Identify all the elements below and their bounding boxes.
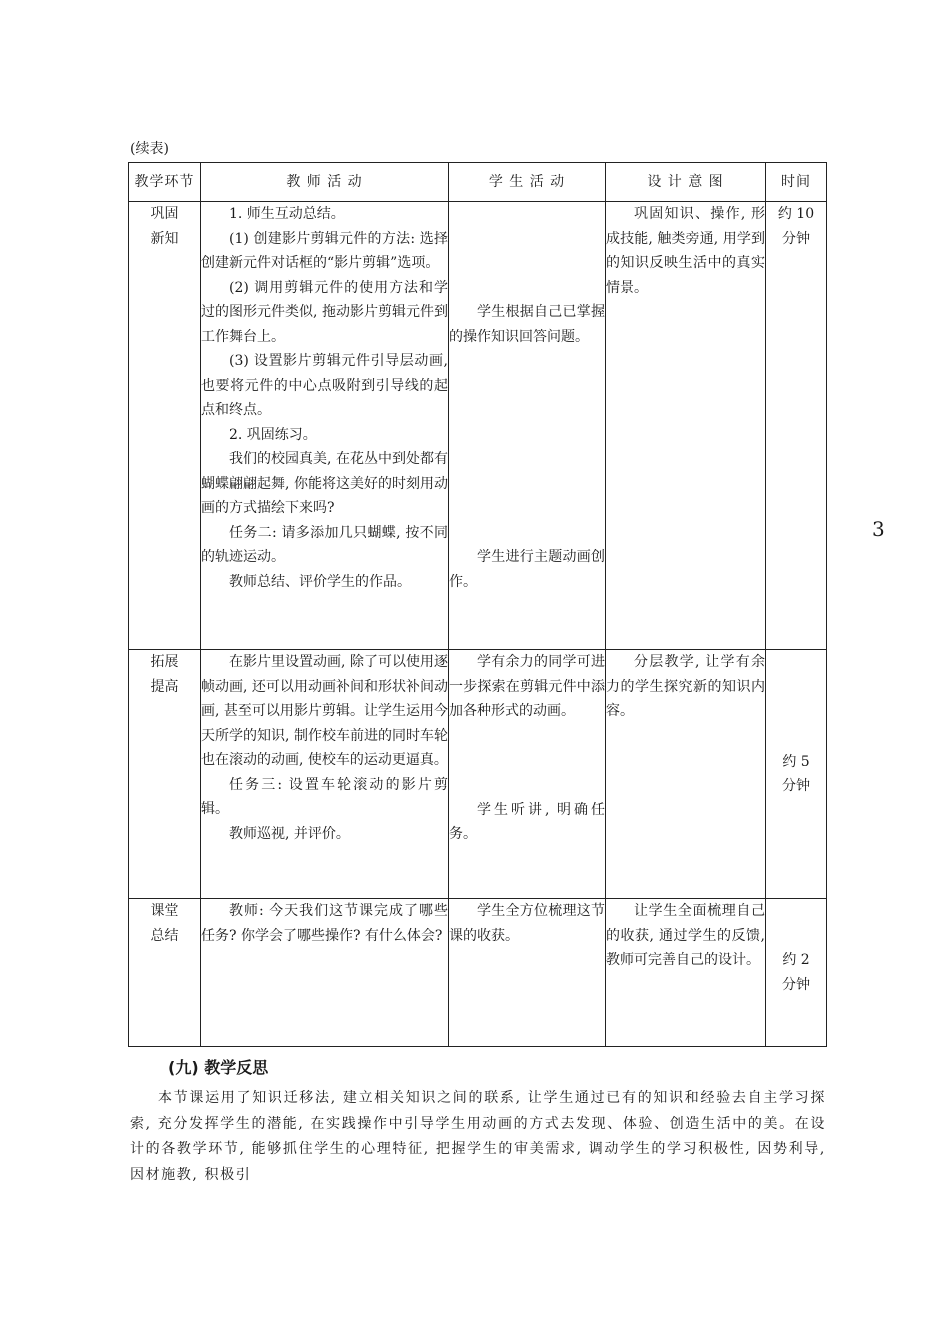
stage-cell xyxy=(129,899,201,1047)
header-stage: 教学环节 xyxy=(129,163,201,202)
table-row xyxy=(129,899,827,1047)
stage-line: 巩固 xyxy=(150,206,179,222)
design-paragraph: 分层教学, 让学有余力的学生探究新的知识内容。 xyxy=(606,654,765,719)
stage-line: 课堂 xyxy=(150,903,179,919)
teacher-activity-cell xyxy=(201,202,449,650)
stage-cell xyxy=(129,650,201,899)
table-header-row xyxy=(129,163,827,202)
time-line: 约 10 xyxy=(777,206,815,222)
page-number: 3 xyxy=(872,517,885,541)
time-line: 分钟 xyxy=(782,976,810,993)
time-cell xyxy=(766,650,827,899)
design-paragraph: 让学生全面梳理自己的收获, 通过学生的反馈, 教师可完善自己的设计。 xyxy=(606,903,765,968)
section-title: (九) 教学反思 xyxy=(168,1058,269,1077)
time-line: 分钟 xyxy=(782,778,810,794)
teacher-activity-cell xyxy=(201,650,449,899)
continued-label: (续表) xyxy=(130,141,169,157)
student-paragraph: 学生全方位梳理这节课的收获。 xyxy=(449,903,605,944)
time-line: 分钟 xyxy=(782,230,810,247)
time-cell xyxy=(766,202,827,650)
teacher-paragraph: 我们的校园真美, 在花丛中到处都有蝴蝶翩翩起舞, 你能将这美好的时刻用动画的方式描绘下来吗? xyxy=(201,451,448,516)
stage-cell xyxy=(129,202,201,650)
teacher-paragraph: 1. 师生互动总结。 xyxy=(229,206,345,222)
teacher-paragraph: 教师巡视, 并评价。 xyxy=(229,825,350,842)
student-paragraph: 学生听讲, 明确任务。 xyxy=(449,801,605,842)
teacher-paragraph: 在影片里设置动画, 除了可以使用逐帧动画, 还可以用动画补间和形状补间动画, 甚至可以用影片剪辑。让学生运用今天所学的知识, 制作校车前进的同时车轮也在滚动的动画, 使校车的运动更逼真。 xyxy=(201,654,448,768)
time-line: 约 2 xyxy=(782,952,810,968)
lesson-table xyxy=(128,162,827,1047)
stage-line: 新知 xyxy=(150,230,179,247)
teacher-paragraph: (2) 调用剪辑元件的使用方法和学过的图形元件类似, 拖动影片剪辑元件到工作舞台上。 xyxy=(201,279,448,345)
stage-line: 拓展 xyxy=(150,654,179,670)
teacher-paragraph: 教师: 今天我们这节课完成了哪些任务? 你学会了哪些操作? 有什么体会? xyxy=(201,903,448,944)
student-activity-cell xyxy=(449,899,606,1047)
header-student: 学 生 活 动 xyxy=(449,163,606,202)
student-paragraph: 学生进行主题动画创作。 xyxy=(449,549,605,590)
teacher-paragraph: 2. 巩固练习。 xyxy=(229,426,317,443)
student-paragraph: 学有余力的同学可进一步探索在剪辑元件中添加各种形式的动画。 xyxy=(449,654,605,719)
teacher-activity-cell xyxy=(201,899,449,1047)
design-intent-cell xyxy=(606,650,766,899)
reflection-paragraph: 本节课运用了知识迁移法, 建立相关知识之间的联系, 让学生通过已有的知识和经验去自主学习探索, 充分发挥学生的潜能, 在实践操作中引导学生用动画的方式去发现、体验、创造生活中的美。在设计的各教学环节, 能够抓住学生的心理特征, 把握学生的审美需求, 调动学生的学习积极性, 因势利导, 因材施教, 积极引 xyxy=(130,1090,826,1183)
student-activity-cell xyxy=(449,202,606,650)
teacher-paragraph: 教师总结、评价学生的作品。 xyxy=(229,573,411,590)
student-paragraph: 学生根据自己已掌握的操作知识回答问题。 xyxy=(449,304,605,345)
design-intent-cell xyxy=(606,899,766,1047)
time-line: 约 5 xyxy=(782,753,810,770)
teacher-paragraph: 任务三: 设置车轮滚动的影片剪辑。 xyxy=(201,776,448,817)
header-design: 设 计 意 图 xyxy=(606,163,766,202)
stage-line: 提高 xyxy=(150,678,179,695)
teacher-paragraph: (1) 创建影片剪辑元件的方法: 选择创建新元件对话框的“影片剪辑”选项。 xyxy=(201,230,448,271)
student-activity-cell xyxy=(449,650,606,899)
header-time: 时间 xyxy=(766,163,827,202)
design-intent-cell xyxy=(606,202,766,650)
header-teacher: 教 师 活 动 xyxy=(201,163,449,202)
stage-line: 总结 xyxy=(150,927,179,944)
teacher-paragraph: 任务二: 请多添加几只蝴蝶, 按不同的轨迹运动。 xyxy=(201,524,448,565)
table-row xyxy=(129,650,827,899)
teacher-paragraph: (3) 设置影片剪辑元件引导层动画, 也要将元件的中心点吸附到引导线的起点和终点。 xyxy=(201,353,448,418)
design-paragraph: 巩固知识、操作, 形成技能, 触类旁通, 用学到的知识反映生活中的真实情景。 xyxy=(606,206,765,296)
time-cell xyxy=(766,899,827,1047)
table-row xyxy=(129,202,827,650)
